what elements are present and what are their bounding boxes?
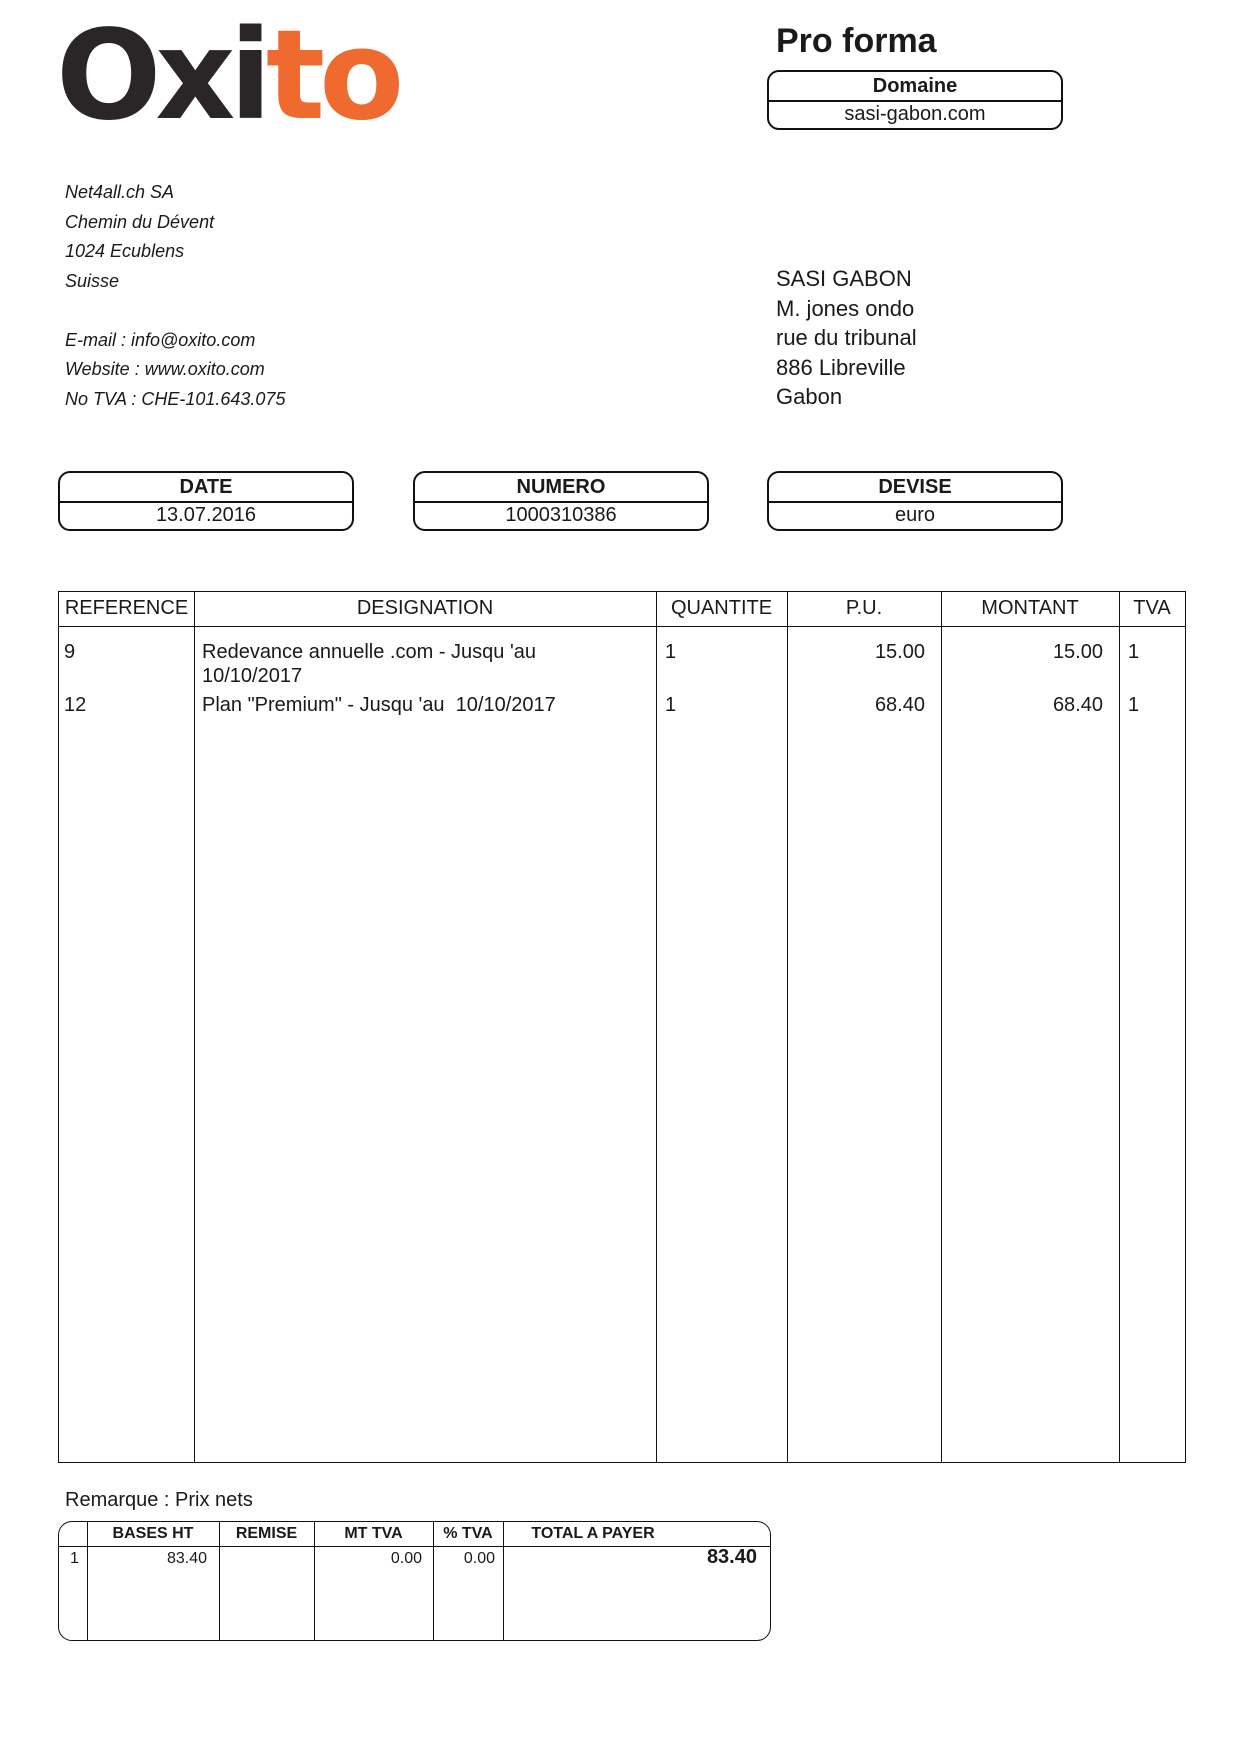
recipient-company: SASI GABON [776,266,912,291]
totals-pct-tva: 0.00 [463,1550,495,1567]
sender-city: 1024 Ecublens [65,241,185,261]
sender-street: Chemin du Dévent [65,211,215,232]
recipient-city: 886 Libreville [776,354,906,380]
document-title: Pro forma [776,22,937,60]
totals-table [58,1521,771,1641]
totals-header-mt-tva: MT TVA [344,1525,403,1542]
item-tva: 1 [1128,694,1140,716]
sender-vat: No TVA : CHE-101.643.075 [65,388,286,409]
item-reference: 12 [64,694,87,716]
recipient-country: Gabon [776,384,843,409]
date-value: 13.07.2016 [155,504,257,526]
sender-country: Suisse [65,270,120,291]
col-header-designation: DESIGNATION [356,597,494,619]
totals-code: 1 [70,1550,79,1567]
sender-address [65,178,285,414]
devise-label: DEVISE [769,473,1061,503]
recipient-street: rue du tribunal [776,325,917,350]
item-montant: 68.40 [1052,694,1103,716]
item-pu: 15.00 [874,641,925,663]
devise-value: euro [894,504,936,526]
domain-box [767,70,1063,130]
devise-box [767,471,1063,531]
col-header-montant: MONTANT [981,597,1079,619]
sender-website: Website : www.oxito.com [65,359,265,379]
recipient-contact: M. jones ondo [776,295,915,321]
sender-email: E-mail : info@oxito.com [65,329,256,350]
company-logo [56,4,399,148]
logo-text-accent: to [265,4,399,148]
recipient-address [776,264,917,412]
col-header-pu: P.U. [845,597,883,619]
item-montant: 15.00 [1052,641,1103,663]
item-designation: Plan "Premium" - Jusqu 'au 10/10/2017 [202,694,556,716]
remark-text: Remarque : Prix nets [65,1489,253,1511]
totals-header-total: TOTAL A PAYER [531,1525,655,1542]
totals-mt-tva: 0.00 [390,1550,422,1567]
domain-label: Domaine [769,72,1061,102]
totals-bases-ht: 83.40 [166,1550,207,1567]
numero-label: NUMERO [415,473,707,503]
domain-value: sasi-gabon.com [844,103,986,125]
sender-name: Net4all.ch SA [65,182,175,202]
col-header-tva: TVA [1133,597,1171,619]
logo-text-dark: Oxi [56,4,266,148]
totals-header-pct-tva: % TVA [443,1525,493,1542]
totals-header-remise: REMISE [235,1525,298,1542]
items-table [58,591,1186,1463]
col-header-reference: REFERENCE [64,597,189,619]
date-box [58,471,354,531]
date-label: DATE [60,473,352,503]
item-tva: 1 [1128,641,1140,663]
item-pu: 68.40 [874,694,925,716]
numero-value: 1000310386 [505,504,617,526]
totals-header-bases-ht: BASES HT [112,1525,194,1542]
numero-box [413,471,709,531]
item-designation-cont: 10/10/2017 [202,665,303,687]
item-reference: 9 [64,641,76,663]
total-to-pay: 83.40 [706,1546,757,1568]
item-quantite: 1 [665,641,677,663]
col-header-quantite: QUANTITE [670,597,773,619]
item-designation: Redevance annuelle .com - Jusqu 'au [202,641,537,663]
item-quantite: 1 [665,694,677,716]
